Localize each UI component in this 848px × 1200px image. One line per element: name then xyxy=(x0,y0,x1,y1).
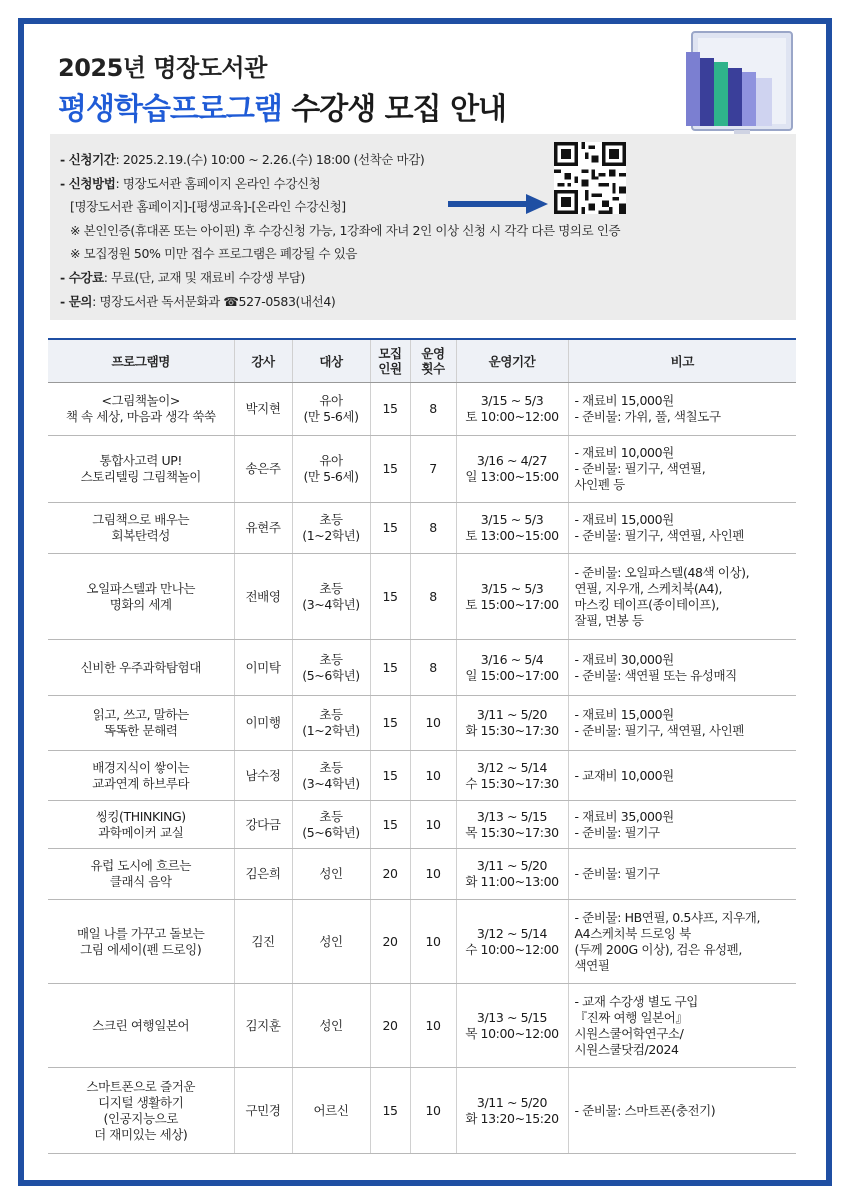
cell-sessions: 8 xyxy=(410,554,456,640)
info-contact-text: : 명장도서관 독서문화과 ☎527-0583(내선4) xyxy=(92,294,336,309)
info-note2: ※ 모집정원 50% 미만 접수 프로그램은 폐강될 수 있음 xyxy=(70,246,358,261)
qr-code-icon[interactable] xyxy=(554,142,626,214)
header-note: 비고 xyxy=(568,339,796,383)
cell-period: 3/16 ~ 4/27 일 13:00~15:00 xyxy=(456,436,568,503)
cell-period: 3/13 ~ 5/15 목 10:00~12:00 xyxy=(456,984,568,1068)
table-row xyxy=(48,801,796,849)
table-row xyxy=(48,503,796,554)
cell-capacity: 20 xyxy=(370,900,410,984)
cell-program-name: 신비한 우주과학탐험대 xyxy=(48,640,234,696)
cell-sessions: 10 xyxy=(410,900,456,984)
cell-sessions: 10 xyxy=(410,696,456,751)
cell-capacity: 15 xyxy=(370,436,410,503)
cell-program-name: <그림책놀이> 책 속 세상, 마음과 생각 쑥쑥 xyxy=(48,383,234,436)
cell-sessions: 10 xyxy=(410,751,456,801)
cell-capacity: 15 xyxy=(370,383,410,436)
cell-capacity: 20 xyxy=(370,849,410,900)
table-row xyxy=(48,696,796,751)
title-rest: 수강생 모집 안내 xyxy=(281,92,507,127)
cell-program-name: 통합사고력 UP! 스토리텔링 그림책놀이 xyxy=(48,436,234,503)
cell-sessions: 8 xyxy=(410,383,456,436)
page-title xyxy=(58,84,506,128)
table-header-row xyxy=(48,339,796,383)
cell-target: 초등 (3~4학년) xyxy=(292,751,370,801)
cell-teacher: 김은희 xyxy=(234,849,292,900)
info-period-label: - 신청기간 xyxy=(60,152,116,167)
cell-period: 3/15 ~ 5/3 토 13:00~15:00 xyxy=(456,503,568,554)
cell-sessions: 10 xyxy=(410,1068,456,1154)
cell-note: - 재료비 15,000원 - 준비물: 가위, 풀, 색칠도구 xyxy=(568,383,796,436)
table-row xyxy=(48,640,796,696)
cell-target: 초등 (3~4학년) xyxy=(292,554,370,640)
cell-teacher: 구민경 xyxy=(234,1068,292,1154)
cell-program-name: 매일 나를 가꾸고 돌보는 그림 에세이(펜 드로잉) xyxy=(48,900,234,984)
title-highlight: 평생학습프로그램 xyxy=(58,92,282,127)
cell-program-name: 그림책으로 배우는 회복탄력성 xyxy=(48,503,234,554)
table-row xyxy=(48,751,796,801)
cell-target: 초등 (1~2학년) xyxy=(292,503,370,554)
cell-period: 3/15 ~ 5/3 토 15:00~17:00 xyxy=(456,554,568,640)
cell-period: 3/16 ~ 5/4 일 15:00~17:00 xyxy=(456,640,568,696)
cell-target: 초등 (1~2학년) xyxy=(292,696,370,751)
cell-period: 3/15 ~ 5/3 토 10:00~12:00 xyxy=(456,383,568,436)
cell-program-name: 읽고, 쓰고, 말하는 똑똑한 문해력 xyxy=(48,696,234,751)
info-method-label: - 신청방법 xyxy=(60,176,116,191)
cell-period: 3/12 ~ 5/14 수 15:30~17:30 xyxy=(456,751,568,801)
cell-capacity: 15 xyxy=(370,751,410,801)
info-period-text: : 2025.2.19.(수) 10:00 ~ 2.26.(수) 18:00 (선착순 마감) xyxy=(115,152,425,167)
info-period xyxy=(60,150,424,168)
cell-period: 3/13 ~ 5/15 목 15:30~17:30 xyxy=(456,801,568,849)
table-row xyxy=(48,900,796,984)
info-contact-label: - 문의 xyxy=(60,294,93,309)
info-note1: ※ 본인인증(휴대폰 또는 아이핀) 후 수강신청 가능, 1강좌에 자녀 2인 이상 신청 시 각각 다른 명의로 인증 xyxy=(70,223,621,238)
cell-teacher: 이미탁 xyxy=(234,640,292,696)
cell-note: - 재료비 15,000원 - 준비물: 필기구, 색연필, 사인펜 xyxy=(568,503,796,554)
cell-teacher: 송은주 xyxy=(234,436,292,503)
cell-program-name: 유럽 도시에 흐르는 클래식 음악 xyxy=(48,849,234,900)
header-capacity: 모집 인원 xyxy=(370,339,410,383)
cell-program-name: 스크린 여행일본어 xyxy=(48,984,234,1068)
cell-note: - 준비물: 오일파스텔(48색 이상), 연필, 지우개, 스케치북(A4), 마스킹 테이프(종이테이프), 잘필, 면봉 등 xyxy=(568,554,796,640)
table-row xyxy=(48,984,796,1068)
cell-period: 3/12 ~ 5/14 수 10:00~12:00 xyxy=(456,900,568,984)
cell-note: - 재료비 15,000원 - 준비물: 필기구, 색연필, 사인펜 xyxy=(568,696,796,751)
table-row xyxy=(48,849,796,900)
header-target: 대상 xyxy=(292,339,370,383)
cell-target: 성인 xyxy=(292,984,370,1068)
cell-period: 3/11 ~ 5/20 화 11:00~13:00 xyxy=(456,849,568,900)
cell-teacher: 이미행 xyxy=(234,696,292,751)
info-fee-text: : 무료(단, 교재 및 재료비 수강생 부담) xyxy=(103,270,305,285)
cell-teacher: 김진 xyxy=(234,900,292,984)
table-row xyxy=(48,436,796,503)
info-box xyxy=(50,134,796,320)
title-year-library: 2025년 명장도서관 xyxy=(58,54,267,82)
cell-target: 초등 (5~6학년) xyxy=(292,640,370,696)
cell-sessions: 10 xyxy=(410,849,456,900)
header-sessions: 운영 횟수 xyxy=(410,339,456,383)
cell-target: 성인 xyxy=(292,900,370,984)
cell-note: - 준비물: 스마트폰(충전기) xyxy=(568,1068,796,1154)
header-program-name: 프로그램명 xyxy=(48,339,234,383)
cell-program-name: 스마트폰으로 즐거운 디지털 생활하기 (인공지능으로 더 재미있는 세상) xyxy=(48,1068,234,1154)
cell-program-name: 배경지식이 쌓이는 교과연계 하브루타 xyxy=(48,751,234,801)
cell-target: 초등 (5~6학년) xyxy=(292,801,370,849)
info-fee xyxy=(60,268,305,286)
cell-capacity: 15 xyxy=(370,696,410,751)
cell-note: - 재료비 10,000원 - 준비물: 필기구, 색연필, 사인펜 등 xyxy=(568,436,796,503)
cell-teacher: 강다금 xyxy=(234,801,292,849)
cell-teacher: 박지현 xyxy=(234,383,292,436)
cell-note: - 교재 수강생 별도 구입 『진짜 여행 일본어』 시원스쿨어학연구소/ 시원스쿨닷컴/2024 xyxy=(568,984,796,1068)
cell-sessions: 10 xyxy=(410,801,456,849)
cell-capacity: 15 xyxy=(370,503,410,554)
program-table xyxy=(48,338,796,1154)
cell-program-name: 오일파스텔과 만나는 명화의 세계 xyxy=(48,554,234,640)
header-period: 운영기간 xyxy=(456,339,568,383)
cell-note: - 준비물: 필기구 xyxy=(568,849,796,900)
cell-teacher: 유현주 xyxy=(234,503,292,554)
cell-sessions: 8 xyxy=(410,640,456,696)
table-row xyxy=(48,554,796,640)
cell-target: 유아 (만 5-6세) xyxy=(292,436,370,503)
info-contact xyxy=(60,292,335,310)
cell-period: 3/11 ~ 5/20 화 13:20~15:20 xyxy=(456,1068,568,1154)
cell-capacity: 20 xyxy=(370,984,410,1068)
table-row xyxy=(48,1068,796,1154)
cell-target: 성인 xyxy=(292,849,370,900)
cell-program-name: 씽킹(THINKING) 과학메이커 교실 xyxy=(48,801,234,849)
header-teacher: 강사 xyxy=(234,339,292,383)
cell-period: 3/11 ~ 5/20 화 15:30~17:30 xyxy=(456,696,568,751)
cell-target: 유아 (만 5-6세) xyxy=(292,383,370,436)
cell-note: - 재료비 30,000원 - 준비물: 색연필 또는 유성매직 xyxy=(568,640,796,696)
info-method-text: : 명장도서관 홈페이지 온라인 수강신청 xyxy=(115,176,321,191)
cell-capacity: 15 xyxy=(370,640,410,696)
cell-note: - 교재비 10,000원 xyxy=(568,751,796,801)
cell-sessions: 7 xyxy=(410,436,456,503)
cell-sessions: 8 xyxy=(410,503,456,554)
cell-teacher: 전배영 xyxy=(234,554,292,640)
cell-note: - 준비물: HB연필, 0.5샤프, 지우개, A4스케치북 드로잉 북 (두께 200G 이상), 검은 유성펜, 색연필 xyxy=(568,900,796,984)
info-fee-label: - 수강료 xyxy=(60,270,104,285)
cell-capacity: 15 xyxy=(370,801,410,849)
info-method xyxy=(60,174,320,192)
cell-teacher: 김지훈 xyxy=(234,984,292,1068)
cell-teacher: 남수정 xyxy=(234,751,292,801)
info-method-path: [명장도서관 홈페이지]-[평생교육]-[온라인 수강신청] xyxy=(70,199,346,214)
cell-capacity: 15 xyxy=(370,1068,410,1154)
cell-target: 어르신 xyxy=(292,1068,370,1154)
cell-note: - 재료비 35,000원 - 준비물: 필기구 xyxy=(568,801,796,849)
table-row xyxy=(48,383,796,436)
cell-sessions: 10 xyxy=(410,984,456,1068)
arrow-right-icon xyxy=(446,194,550,214)
cell-capacity: 15 xyxy=(370,554,410,640)
